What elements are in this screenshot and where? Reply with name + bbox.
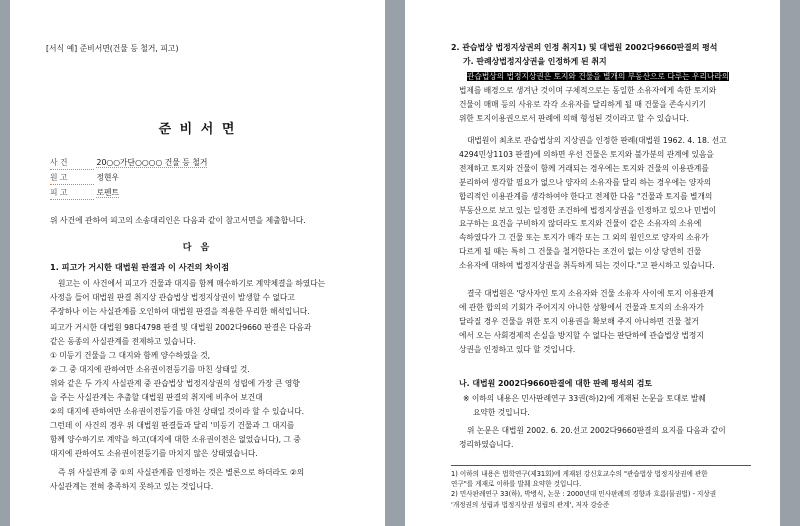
paragraph-line: 분리하여 생각할 필요가 없으나 양자의 소유자를 달리 하는 경우에는 양자의 (459, 177, 712, 187)
defendant-value: 로펜트 (96, 188, 120, 197)
paragraph-3 (50, 377, 304, 460)
paragraph-line: 함께 양수하기로 계약을 하고(대지에 대한 소유권이전은 없었습니다), 그 중 (50, 434, 301, 444)
paragraph-line: 다르게 될 때는 특히 그 건물을 철거한다는 조건이 없는 이상 당연히 건물 (459, 247, 702, 257)
paragraph-line: 즉 위 사실관계 중 ①의 사실관계를 인정하는 것은 별론으로 하더라도 ②의 (58, 468, 305, 477)
paragraph-line: 그런데 이 사건의 경우 위 대법원 판결들과 달리 '미등기 건물과 그 대지를 (50, 420, 295, 430)
paragraph-precedent (459, 134, 727, 273)
footnote-line: 1) 이하의 내용은 법학연구(제31회)에 게재된 강신호교수의 "관습법상 법정지상권에 관한 (451, 470, 708, 478)
case-row (50, 156, 207, 170)
paragraph-line: 에 관한 합의의 기회가 주어지지 아니한 상황에서 건물과 토지의 소유자가 (459, 302, 704, 312)
paragraph-line: 전제하고 토지와 건물이 함께 거래되는 경우에는 토지와 건물의 이용관계를 (459, 163, 709, 173)
plaintiff-value: 정현우 (96, 173, 120, 182)
case-label: 사 건 (50, 156, 94, 170)
paragraph-line: 원고는 이 사건에서 피고가 건물과 대지를 함께 매수하기로 계약체결을 하였다는 (58, 279, 326, 288)
paragraph-1 (50, 277, 325, 319)
footnote-line: 2) 민사판례연구 33(하), 박병식, 논문 : 2000년대 민사판례의 경향과 흐름(물권법) - 지상권 (451, 490, 717, 499)
paragraph-line: 에서 오는 사회경제적 손실을 방지할 수 없다는 판단하에 관습법상 법정지 (459, 330, 704, 340)
paragraph-line: 사정을 들어 대법원 판결 취지상 관습법상 법정지상권이 발생할 수 없다고 (50, 292, 295, 302)
page-left (10, 0, 385, 526)
paragraph-conclusion (459, 287, 714, 357)
paragraph-line: 위와 같은 두 가지 사실관계 중 관습법상 법정지상권의 성립에 가장 큰 영향 (50, 379, 300, 388)
paragraph-line: 정리하였습니다. (459, 439, 514, 449)
section1-title: 1. 피고가 거시한 대법원 판결과 이 사건의 차이점 (50, 262, 230, 272)
paragraph-2 (50, 321, 311, 377)
case-value: 20○○가단○○○○ 건물 등 철거 (96, 158, 208, 167)
list-item-1: ① 미등기 건물을 그 대지와 함께 양수하였을 것, (50, 350, 211, 360)
paragraph-4 (50, 466, 304, 494)
heading-following: 다 음 (182, 243, 213, 253)
paragraph-line: 달라질 경우 건물을 위한 토지 이용권을 확보해 주지 아니하면 건물 철거 (459, 316, 699, 326)
paragraph-line: 결국 대법원은 '당사자인 토지 소유자와 건물 소유자 사이에 토지 이용관계 (467, 289, 714, 298)
quote-line: 위한 토지이용권으로서 판례에 의해 형성된 것이라고 할 수 있습니다. (459, 113, 689, 123)
footnotes (451, 465, 751, 510)
note-line: ※ 이하의 내용은 민사판례연구 33권(하)2)에 게재된 논문을 토대로 발췌 (463, 394, 706, 403)
paragraph-line: 합리적인 이용관계를 생각하여야 한다고 전제한 다음 "건물과 토지를 별개의 (459, 191, 713, 201)
paragraph-line: 상권을 인정하고 있다 할 것입니다. (459, 344, 576, 354)
document-title: 준 비 서 면 (158, 122, 237, 137)
paragraph-line: 위 논문은 대법원 2002. 6. 20.선고 2002다9660판결의 요지를 다음과 같이 (467, 426, 726, 435)
note-line: 요약한 것입니다. (473, 407, 530, 417)
form-header: [서식 예] 준비서면(건물 등 철거, 피고) (46, 44, 179, 53)
note-block (463, 392, 706, 420)
intro-text: 위 사건에 관하여 피고의 소송대리인은 다음과 같이 참고서면을 제출합니다. (50, 216, 306, 225)
defendant-label: 피 고 (50, 186, 94, 200)
footnote-line: '개정권의 성립과 법정지상권 성립의 관계', 저자 강승준 (451, 500, 610, 509)
plaintiff-label: 원 고 (50, 171, 94, 185)
paragraph-line: 요구하는 요건을 구비하지 않더라도 토지와 건물이 같은 소유자의 소유에 (459, 219, 702, 229)
quote-line: 법제를 배경으로 생겨난 것이며 구체적으로는 동일한 소유자에게 속한 토지와 (459, 85, 717, 95)
paragraph-line: 피고가 거시한 대법원 98다4798 판결 및 대법원 2002다9660 판결은 다음과 (50, 323, 312, 332)
quote-block (459, 70, 729, 126)
subsection-b-title: 나. 대법원 2002다9660판결에 대한 판례 평석의 검토 (459, 379, 652, 388)
paragraph-line: 소유자에 대하여 법정지상권을 취득하게 되는 것이다."고 판시하고 있습니다. (459, 261, 715, 271)
highlighted-quote-line: 관습법상의 법정지상권은 토지와 건물을 별개의 부동산으로 다루는 우리나라의 (467, 72, 730, 81)
page-right (405, 0, 780, 526)
paragraph-line: 사실관계는 전혀 충족하지 못하고 있는 것입니다. (50, 481, 214, 491)
paragraph-line: ②의 대지에 관하여만 소유권이전등기를 마친 상태일 것이라 할 수 있습니다. (50, 406, 305, 416)
subsection-a-title: 가. 판례상법정지상권을 인정하게 된 취지 (463, 57, 607, 66)
plaintiff-row (50, 171, 119, 185)
paragraph-line: 대지에 관하여도 소유권이전등기를 마치지 않은 상태였습니다. (50, 448, 258, 458)
list-item-2: ② 그 중 대지에 관하여만 소유권이전등기를 마친 상태일 것. (50, 364, 250, 374)
defendant-row (50, 186, 119, 200)
paragraph-line: 을 주는 사실관계는 추출할 대법원 판결의 취지에 비추어 보건대 (50, 392, 263, 402)
paragraph-line: 대법원이 최초로 관습법상의 지상권을 인정한 판례(대법원 1962. 4. 18. 선고 (467, 136, 727, 145)
paragraph-line: 부동산으로 보고 있는 일정한 조건하에 법정지상권을 인정하고 있으나 민법이 (459, 205, 717, 215)
section2-title: 2. 관습법상 법정지상권의 인정 취지1) 및 대법원 2002다9660판결의 평석 (451, 43, 718, 52)
paragraph-line: 주장하나 이는 사실관계를 오인하여 대법원 판결을 적용한 무리한 해석입니다. (50, 306, 310, 316)
footnote-line: 연구"를 게재로 이하를 발췌 요약한 것입니다. (451, 480, 582, 489)
paragraph-line: 속하였다가 그 건물 또는 토지가 매각 또는 그 외의 원인으로 양자의 소유가 (459, 233, 709, 243)
paragraph-line: 같은 동종의 사실관계를 전제하고 있습니다. (50, 336, 196, 346)
paragraph-summary (459, 424, 726, 452)
paragraph-line: 4294민상1103 판결)에 의하면 우선 건물은 토지와 불가분의 관계에 있음을 (459, 149, 714, 159)
quote-line: 건물이 매매 등의 사유로 각각 소유자를 달리하게 될 때 건물을 존속시키기 (459, 99, 707, 109)
